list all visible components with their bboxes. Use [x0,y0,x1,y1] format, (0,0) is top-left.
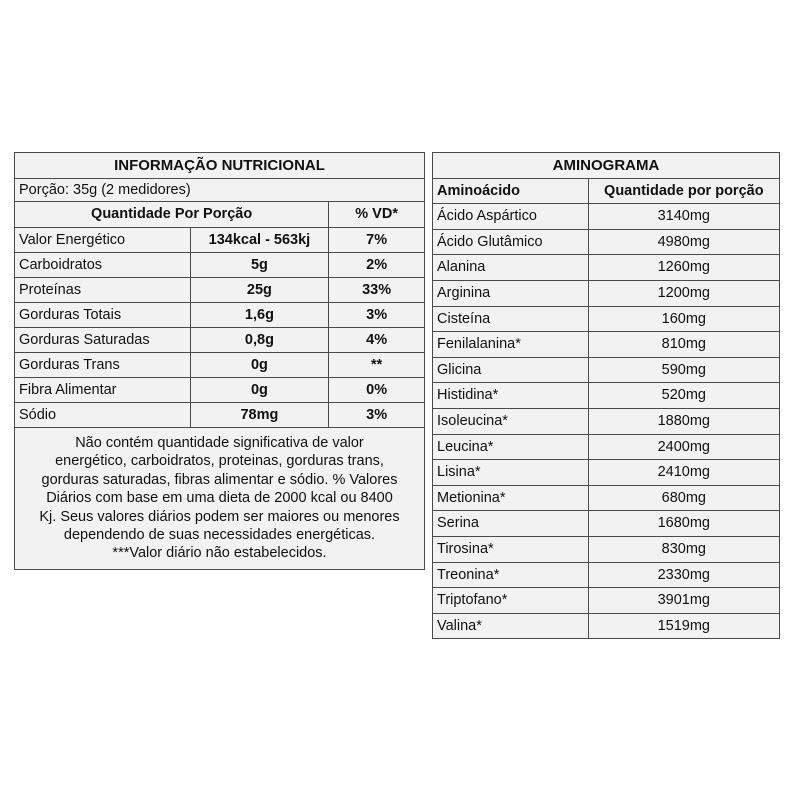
footnote-line: energético, carboidratos, proteinas, gorduras trans, [55,453,384,470]
amino-acid-name: Lisina* [433,460,589,486]
aminogram-row [433,204,780,230]
aminogram-row [433,332,780,358]
amino-acid-name: Metionina* [433,485,589,511]
amino-acid-name: Tirosina* [433,536,589,562]
nutrient-daily-value: 0% [329,378,425,403]
nutrient-daily-value: 33% [329,278,425,303]
nutrient-daily-value: 2% [329,253,425,278]
amino-acid-name: Histidina* [433,383,589,409]
amino-acid-name: Ácido Aspártico [433,204,589,230]
aminogram-row [433,562,780,588]
aminogram-title-row [433,153,780,179]
amino-acid-quantity: 810mg [588,332,779,358]
nutrient-quantity: 25g [190,278,329,303]
nutrient-daily-value: ** [329,353,425,378]
amino-acid-name: Arginina [433,280,589,306]
amino-acid-quantity: 2400mg [588,434,779,460]
amino-acid-quantity: 3140mg [588,204,779,230]
aminogram-row [433,255,780,281]
aminogram-header-qty: Quantidade por porção [588,178,779,204]
aminogram-row [433,588,780,614]
amino-acid-name: Serina [433,511,589,537]
amino-acid-name: Alanina [433,255,589,281]
nutrition-header-row [15,202,425,228]
nutrient-quantity: 5g [190,253,329,278]
amino-acid-name: Ácido Glutâmico [433,229,589,255]
footnote-line: Diários com base em uma dieta de 2000 kcal ou 8400 [46,490,393,507]
amino-acid-name: Glicina [433,357,589,383]
nutrient-name: Fibra Alimentar [15,378,191,403]
amino-acid-name: Leucina* [433,434,589,460]
amino-acid-name: Fenilalanina* [433,332,589,358]
nutrition-portion-row [15,179,425,202]
aminogram-row [433,536,780,562]
nutrition-row [15,253,425,278]
aminogram-row [433,434,780,460]
amino-acid-quantity: 1680mg [588,511,779,537]
amino-acid-name: Cisteína [433,306,589,332]
nutrition-row [15,303,425,328]
amino-acid-quantity: 830mg [588,536,779,562]
aminogram-header-row [433,178,780,204]
nutrition-title: INFORMAÇÃO NUTRICIONAL [15,153,425,179]
nutrition-footnote-row [15,428,425,570]
aminogram-row [433,460,780,486]
nutrient-quantity: 1,6g [190,303,329,328]
nutrition-row [15,378,425,403]
aminogram-row [433,613,780,639]
aminogram-row [433,280,780,306]
aminogram-row [433,511,780,537]
nutrition-row [15,353,425,378]
amino-acid-name: Valina* [433,613,589,639]
aminogram-row [433,408,780,434]
amino-acid-name: Isoleucina* [433,408,589,434]
nutrient-name: Carboidratos [15,253,191,278]
nutrition-header-vd: % VD* [329,202,425,228]
aminogram-row [433,306,780,332]
nutrient-quantity: 134kcal - 563kj [190,228,329,253]
amino-acid-name: Treonina* [433,562,589,588]
amino-acid-quantity: 1200mg [588,280,779,306]
nutrient-daily-value: 3% [329,303,425,328]
amino-acid-quantity: 4980mg [588,229,779,255]
footnote-line: ***Valor diário não estabelecidos. [112,545,327,562]
nutrient-daily-value: 3% [329,403,425,428]
nutrition-row [15,403,425,428]
footnote-line: Kj. Seus valores diários podem ser maiores ou menores [39,508,400,525]
nutrition-portion: Porção: 35g (2 medidores) [15,179,425,202]
nutrient-name: Gorduras Totais [15,303,191,328]
nutrition-title-row [15,153,425,179]
footnote-line: dependendo de suas necessidades energéticas. [63,527,376,544]
nutrition-header-qty: Quantidade Por Porção [15,202,329,228]
nutrition-facts-table [14,152,425,570]
nutrient-quantity: 0g [190,378,329,403]
footnote-line: Não contém quantidade significativa de valor [75,435,364,451]
amino-acid-quantity: 3901mg [588,588,779,614]
amino-acid-quantity: 520mg [588,383,779,409]
nutrient-name: Proteínas [15,278,191,303]
nutrient-quantity: 78mg [190,403,329,428]
footnote-line: gorduras saturadas, fibras alimentar e sódio. % Valores [41,471,398,488]
nutrient-daily-value: 7% [329,228,425,253]
amino-acid-quantity: 1519mg [588,613,779,639]
nutrient-name: Sódio [15,403,191,428]
amino-acid-quantity: 160mg [588,306,779,332]
aminogram-row [433,485,780,511]
nutrition-footnote [15,428,425,570]
aminogram-row [433,357,780,383]
nutrition-row [15,228,425,253]
nutrition-row [15,278,425,303]
aminogram-title: AMINOGRAMA [433,153,780,179]
nutrient-quantity: 0,8g [190,328,329,353]
nutrient-name: Gorduras Trans [15,353,191,378]
aminogram-table [432,152,780,639]
nutrient-name: Gorduras Saturadas [15,328,191,353]
nutrient-daily-value: 4% [329,328,425,353]
nutrient-quantity: 0g [190,353,329,378]
amino-acid-quantity: 1260mg [588,255,779,281]
nutrition-rows [15,228,425,428]
amino-acid-quantity: 590mg [588,357,779,383]
aminogram-rows [433,204,780,639]
amino-acid-quantity: 680mg [588,485,779,511]
aminogram-row [433,229,780,255]
amino-acid-name: Triptofano* [433,588,589,614]
aminogram-header-name: Aminoácido [433,178,589,204]
aminogram-row [433,383,780,409]
nutrition-row [15,328,425,353]
amino-acid-quantity: 1880mg [588,408,779,434]
amino-acid-quantity: 2330mg [588,562,779,588]
nutrient-name: Valor Energético [15,228,191,253]
amino-acid-quantity: 2410mg [588,460,779,486]
